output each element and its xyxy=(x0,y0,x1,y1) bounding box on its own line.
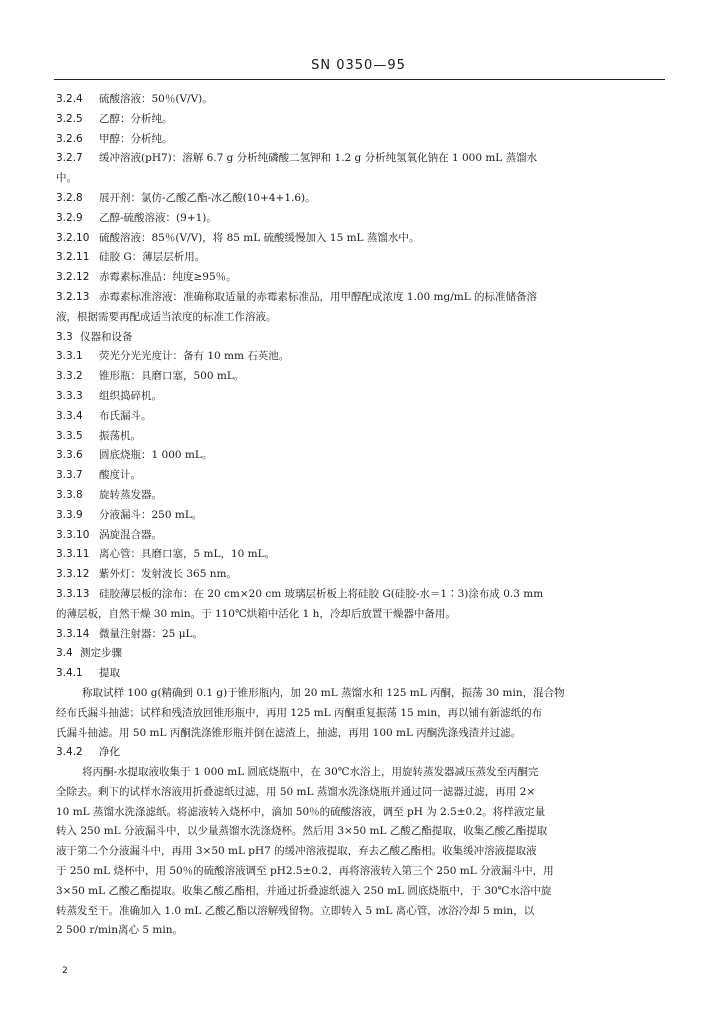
section-number: 3.3.2 xyxy=(56,370,83,383)
text-line xyxy=(56,149,667,169)
section-number: 3.2.13 xyxy=(56,290,90,303)
text-line xyxy=(56,189,667,209)
line-text: 甲醇：分析纯。 xyxy=(99,132,173,145)
text-line xyxy=(56,585,667,605)
section-number: 3.3.13 xyxy=(56,587,90,600)
line-text: 紫外灯：发射波长 365 nm。 xyxy=(99,568,237,581)
line-text: 赤霉素标准品：纯度≥95％。 xyxy=(99,271,237,284)
line-text: 经布氏漏斗抽滤；试样和残渣放回锥形瓶中，再用 125 mL 丙酮重复振荡 15 min，再以铺有新滤纸的布 xyxy=(56,706,543,719)
section-number: 3.3.5 xyxy=(56,429,83,442)
line-text: 布氏漏斗。 xyxy=(99,409,152,422)
text-line xyxy=(56,822,667,842)
text-line xyxy=(56,664,667,684)
text-line xyxy=(56,506,667,526)
line-text: 旋转蒸发器。 xyxy=(99,488,162,501)
section-number: 3.2.12 xyxy=(56,271,90,284)
line-text: 将丙酮-水提取液收集于 1 000 mL 圆底烧瓶中，在 30℃水浴上，用旋转蒸发器减压蒸发至丙酮完 xyxy=(82,766,539,779)
line-text: 硅胶 G：薄层层析用。 xyxy=(99,251,206,264)
section-number: 3.3.8 xyxy=(56,488,83,501)
line-text: 2 500 r/min离心 5 min。 xyxy=(56,924,183,937)
line-text: 液于第二个分液漏斗中，再用 3×50 mL pH7 的缓冲溶液提取，弃去乙酸乙酯相。收集缓冲溶液提取液 xyxy=(56,845,537,858)
line-text: 氏漏斗抽滤。用 50 mL 丙酮洗涤锥形瓶并倒在滤渣上，抽滤，再用 100 mL 丙酮洗涤残渣并过滤。 xyxy=(56,726,522,739)
line-text: 中。 xyxy=(56,172,77,185)
text-line xyxy=(56,427,667,447)
line-text: 微量注射器：25 μL。 xyxy=(99,627,203,640)
text-line xyxy=(56,625,667,645)
line-text: 乙醇：分析纯。 xyxy=(99,112,173,125)
line-text: 10 mL 蒸馏水洗涤滤纸。将滤液转入烧杯中，滴加 50％的硫酸溶液，调至 pH 为 2.5±0.2。将样液定量 xyxy=(56,805,546,818)
text-line xyxy=(56,644,667,664)
section-number: 3.2.5 xyxy=(56,112,83,125)
text-line xyxy=(56,407,667,427)
line-text: 转蒸发至干。准确加入 1.0 mL 乙酸乙酯以溶解残留物。立即转入 5 mL 离心管，冰浴冷却 5 min，以 xyxy=(56,904,535,917)
text-line xyxy=(56,169,667,189)
text-line xyxy=(56,229,667,249)
line-text: 净化 xyxy=(99,746,120,759)
section-number: 3.3.7 xyxy=(56,469,83,482)
line-text: 酸度计。 xyxy=(99,469,141,482)
line-text: 硫酸溶液：50％(V/V)。 xyxy=(99,93,213,105)
line-text: 圆底烧瓶：1 000 mL。 xyxy=(99,449,213,462)
text-line xyxy=(56,704,667,724)
text-line xyxy=(56,882,667,902)
section-number: 3.3.9 xyxy=(56,508,83,521)
line-text: 振荡机。 xyxy=(99,429,141,442)
text-line xyxy=(56,803,667,823)
section-number: 3.2.4 xyxy=(56,93,83,105)
section-number: 3.2.7 xyxy=(56,152,83,165)
line-text: 离心管：具磨口塞，5 mL，10 mL。 xyxy=(99,548,276,561)
text-line xyxy=(56,763,667,783)
line-text: 荧光分光光度计：备有 10 mm 石英池。 xyxy=(99,350,290,363)
line-text: 测定步骤 xyxy=(80,647,122,660)
text-line xyxy=(56,209,667,229)
text-line xyxy=(56,347,667,367)
line-text: 称取试样 100 g(精确到 0.1 g)于锥形瓶内，加 20 mL 蒸馏水和 125 mL 丙酮，振荡 30 min，混合物 xyxy=(82,686,565,699)
document-body xyxy=(56,90,667,941)
header-divider xyxy=(54,79,665,80)
section-number: 3.3.14 xyxy=(56,627,90,640)
text-line xyxy=(56,130,667,150)
line-text: 液，根据需要再配成适当浓度的标准工作溶液。 xyxy=(56,310,277,323)
line-text: 赤霉素标准溶液：准确称取适量的赤霉素标准品，用甲醇配成浓度 1.00 mg/mL 的标准储备溶 xyxy=(99,290,538,303)
line-text: 全除去。剩下的试样水溶液用折叠滤纸过滤，用 50 mL 蒸馏水洗涤烧瓶并通过同一滤器过滤，再用 2× xyxy=(56,785,536,798)
text-line xyxy=(56,902,667,922)
section-number: 3.3.4 xyxy=(56,409,83,422)
line-text: 展开剂：氯仿-乙酸乙酯-冰乙酸(10+4+1.6)。 xyxy=(99,191,316,204)
line-text: 于 250 mL 烧杯中，用 50％的硫酸溶液调至 pH2.5±0.2，再将溶液转入第三个 250 mL 分液漏斗中，用 xyxy=(56,865,554,878)
text-line xyxy=(56,446,667,466)
text-line xyxy=(56,842,667,862)
section-number: 3.4.1 xyxy=(56,667,83,680)
section-number: 3.4 xyxy=(56,647,73,660)
line-text: 缓冲溶液(pH7)：溶解 6.7 g 分析纯磷酸二氢钾和 1.2 g 分析纯氢氧化钠在 1 000 mL 蒸馏水 xyxy=(99,152,538,165)
section-number: 3.3.12 xyxy=(56,568,90,581)
text-line xyxy=(56,486,667,506)
text-line xyxy=(56,605,667,625)
line-text: 3×50 mL 乙酸乙酯提取。收集乙酸乙酯相，并通过折叠滤纸滤入 250 mL 圆底烧瓶中，于 30℃水浴中旋 xyxy=(56,884,552,897)
section-number: 3.3 xyxy=(56,330,73,343)
section-number: 3.2.10 xyxy=(56,231,90,244)
line-text: 锥形瓶：具磨口塞，500 mL。 xyxy=(99,370,245,383)
section-number: 3.2.8 xyxy=(56,191,83,204)
section-number: 3.2.6 xyxy=(56,132,83,145)
text-line xyxy=(56,921,667,941)
text-line xyxy=(56,466,667,486)
text-line xyxy=(56,248,667,268)
line-text: 分液漏斗：250 mL。 xyxy=(99,508,203,521)
line-text: 提取 xyxy=(99,667,120,680)
line-text: 转入 250 mL 分液漏斗中，以少量蒸馏水洗涤烧杯。然后用 3×50 mL 乙酸乙酯提取，收集乙酸乙酯提取 xyxy=(56,825,548,838)
line-text: 的薄层板，自然干燥 30 min。于 110℃烘箱中活化 1 h，冷却后放置干燥器中备用。 xyxy=(56,607,456,620)
text-line xyxy=(56,90,667,110)
text-line xyxy=(56,783,667,803)
text-line xyxy=(56,268,667,288)
section-number: 3.2.9 xyxy=(56,211,83,224)
section-number: 3.3.1 xyxy=(56,350,83,363)
text-line xyxy=(56,110,667,130)
text-line xyxy=(56,545,667,565)
text-line xyxy=(56,367,667,387)
line-text: 涡旋混合器。 xyxy=(99,528,162,541)
line-text: 组织捣碎机。 xyxy=(99,389,162,402)
text-line xyxy=(56,743,667,763)
line-text: 硅胶薄层板的涂布：在 20 cm×20 cm 玻璃层析板上将硅胶 G(硅胶-水＝1∶3)涂布成 0.3 mm xyxy=(99,587,544,600)
text-line xyxy=(56,565,667,585)
text-line xyxy=(56,288,667,308)
section-number: 3.3.3 xyxy=(56,389,83,402)
text-line xyxy=(56,308,667,328)
line-text: 硫酸溶液：85％(V/V)，将 85 mL 硫酸缓慢加入 15 mL 蒸馏水中。 xyxy=(99,231,420,244)
text-line xyxy=(56,862,667,882)
line-text: 乙醇-硫酸溶液：(9+1)。 xyxy=(99,211,217,224)
section-number: 3.3.11 xyxy=(56,548,90,561)
section-number: 3.3.10 xyxy=(56,528,90,541)
line-text: 仪器和设备 xyxy=(80,330,133,343)
text-line xyxy=(56,387,667,407)
text-line xyxy=(56,684,667,704)
text-line xyxy=(56,328,667,348)
text-line xyxy=(56,526,667,546)
standard-code-header: SN 0350—95 xyxy=(311,58,406,73)
page-number: 2 xyxy=(62,966,68,976)
text-line xyxy=(56,724,667,744)
section-number: 3.3.6 xyxy=(56,449,83,462)
section-number: 3.2.11 xyxy=(56,251,90,264)
section-number: 3.4.2 xyxy=(56,746,83,759)
